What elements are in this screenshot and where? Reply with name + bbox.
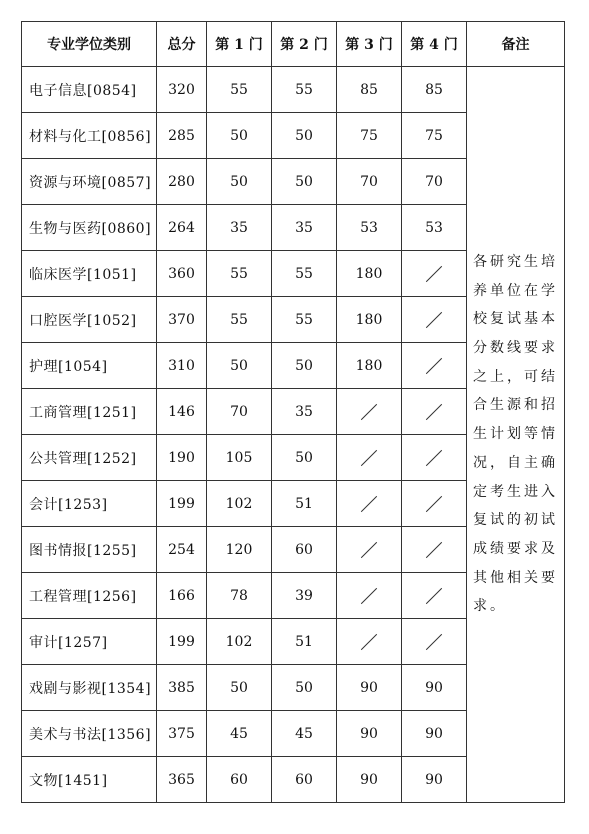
slash-mark xyxy=(424,586,444,606)
slash-mark xyxy=(424,494,444,514)
category-cell: 材料与化工[0856] xyxy=(22,113,157,159)
subject-3-cell: 90 xyxy=(337,665,402,711)
total-cell: 146 xyxy=(157,389,207,435)
category-cell: 工商管理[1251] xyxy=(22,389,157,435)
subject-1-cell: 105 xyxy=(207,435,272,481)
subject-3-na-cell xyxy=(337,481,402,527)
subject-4-cell: 70 xyxy=(402,159,467,205)
subject-1-cell: 102 xyxy=(207,481,272,527)
header-remark: 备注 xyxy=(467,22,565,67)
subject-4-na-cell xyxy=(402,343,467,389)
total-cell: 385 xyxy=(157,665,207,711)
header-subject-3: 第 3 门 xyxy=(337,22,402,67)
category-cell: 工程管理[1256] xyxy=(22,573,157,619)
subject-3-na-cell xyxy=(337,435,402,481)
subject-1-cell: 70 xyxy=(207,389,272,435)
slash-mark xyxy=(424,264,444,284)
subject-1-cell: 50 xyxy=(207,113,272,159)
category-cell: 文物[1451] xyxy=(22,757,157,803)
subject-2-cell: 50 xyxy=(272,343,337,389)
subject-4-cell: 90 xyxy=(402,711,467,757)
subject-2-cell: 50 xyxy=(272,159,337,205)
category-cell: 资源与环境[0857] xyxy=(22,159,157,205)
subject-3-cell: 90 xyxy=(337,757,402,803)
subject-3-na-cell xyxy=(337,527,402,573)
subject-1-cell: 55 xyxy=(207,297,272,343)
subject-1-cell: 45 xyxy=(207,711,272,757)
subject-2-cell: 60 xyxy=(272,527,337,573)
total-cell: 199 xyxy=(157,481,207,527)
category-cell: 生物与医药[0860] xyxy=(22,205,157,251)
slash-mark xyxy=(424,632,444,652)
subject-4-na-cell xyxy=(402,435,467,481)
slash-mark xyxy=(424,356,444,376)
subject-3-cell: 90 xyxy=(337,711,402,757)
total-cell: 360 xyxy=(157,251,207,297)
subject-3-cell: 180 xyxy=(337,297,402,343)
subject-1-cell: 120 xyxy=(207,527,272,573)
header-total: 总分 xyxy=(157,22,207,67)
total-cell: 310 xyxy=(157,343,207,389)
subject-3-cell: 85 xyxy=(337,67,402,113)
slash-mark xyxy=(359,632,379,652)
slash-mark xyxy=(424,310,444,330)
subject-3-cell: 180 xyxy=(337,251,402,297)
category-cell: 口腔医学[1052] xyxy=(22,297,157,343)
subject-4-cell: 75 xyxy=(402,113,467,159)
subject-4-cell: 85 xyxy=(402,67,467,113)
subject-4-na-cell xyxy=(402,619,467,665)
subject-1-cell: 50 xyxy=(207,343,272,389)
subject-3-na-cell xyxy=(337,619,402,665)
category-cell: 图书情报[1255] xyxy=(22,527,157,573)
subject-1-cell: 102 xyxy=(207,619,272,665)
subject-2-cell: 50 xyxy=(272,113,337,159)
table-body xyxy=(22,67,565,803)
total-cell: 166 xyxy=(157,573,207,619)
slash-mark xyxy=(359,540,379,560)
category-cell: 戏剧与影视[1354] xyxy=(22,665,157,711)
header-row xyxy=(22,22,565,67)
subject-2-cell: 55 xyxy=(272,67,337,113)
category-cell: 会计[1253] xyxy=(22,481,157,527)
total-cell: 280 xyxy=(157,159,207,205)
header-subject-1: 第 1 门 xyxy=(207,22,272,67)
category-cell: 审计[1257] xyxy=(22,619,157,665)
subject-4-na-cell xyxy=(402,389,467,435)
total-cell: 190 xyxy=(157,435,207,481)
subject-2-cell: 50 xyxy=(272,435,337,481)
total-cell: 254 xyxy=(157,527,207,573)
total-cell: 370 xyxy=(157,297,207,343)
subject-2-cell: 55 xyxy=(272,297,337,343)
subject-4-cell: 90 xyxy=(402,757,467,803)
subject-4-na-cell xyxy=(402,481,467,527)
subject-1-cell: 50 xyxy=(207,665,272,711)
category-cell: 护理[1054] xyxy=(22,343,157,389)
subject-2-cell: 35 xyxy=(272,389,337,435)
subject-3-na-cell xyxy=(337,389,402,435)
total-cell: 365 xyxy=(157,757,207,803)
subject-4-na-cell xyxy=(402,527,467,573)
subject-1-cell: 55 xyxy=(207,67,272,113)
subject-3-cell: 70 xyxy=(337,159,402,205)
subject-4-na-cell xyxy=(402,297,467,343)
subject-3-cell: 180 xyxy=(337,343,402,389)
slash-mark xyxy=(359,402,379,422)
score-table xyxy=(21,21,565,803)
subject-3-na-cell xyxy=(337,573,402,619)
subject-1-cell: 55 xyxy=(207,251,272,297)
total-cell: 320 xyxy=(157,67,207,113)
subject-4-na-cell xyxy=(402,573,467,619)
subject-2-cell: 51 xyxy=(272,619,337,665)
slash-mark xyxy=(424,540,444,560)
subject-2-cell: 60 xyxy=(272,757,337,803)
subject-4-na-cell xyxy=(402,251,467,297)
header-subject-2: 第 2 门 xyxy=(272,22,337,67)
total-cell: 264 xyxy=(157,205,207,251)
subject-1-cell: 50 xyxy=(207,159,272,205)
subject-3-cell: 53 xyxy=(337,205,402,251)
subject-4-cell: 53 xyxy=(402,205,467,251)
category-cell: 临床医学[1051] xyxy=(22,251,157,297)
slash-mark xyxy=(424,402,444,422)
subject-1-cell: 78 xyxy=(207,573,272,619)
subject-2-cell: 55 xyxy=(272,251,337,297)
total-cell: 285 xyxy=(157,113,207,159)
slash-mark xyxy=(359,448,379,468)
header-category: 专业学位类别 xyxy=(22,22,157,67)
subject-2-cell: 45 xyxy=(272,711,337,757)
category-cell: 美术与书法[1356] xyxy=(22,711,157,757)
subject-3-cell: 75 xyxy=(337,113,402,159)
header-subject-4: 第 4 门 xyxy=(402,22,467,67)
category-cell: 电子信息[0854] xyxy=(22,67,157,113)
subject-4-cell: 90 xyxy=(402,665,467,711)
subject-1-cell: 60 xyxy=(207,757,272,803)
subject-2-cell: 39 xyxy=(272,573,337,619)
subject-2-cell: 50 xyxy=(272,665,337,711)
table-row xyxy=(22,67,565,113)
category-cell: 公共管理[1252] xyxy=(22,435,157,481)
subject-2-cell: 35 xyxy=(272,205,337,251)
slash-mark xyxy=(359,586,379,606)
remark-cell: 各研究生培养单位在学校复试基本分数线要求之上，可结合生源和招生计划等情况，自主确定考生进入复试的初试成绩要求及其他相关要求。 xyxy=(467,67,565,803)
subject-2-cell: 51 xyxy=(272,481,337,527)
total-cell: 199 xyxy=(157,619,207,665)
total-cell: 375 xyxy=(157,711,207,757)
slash-mark xyxy=(359,494,379,514)
slash-mark xyxy=(424,448,444,468)
subject-1-cell: 35 xyxy=(207,205,272,251)
